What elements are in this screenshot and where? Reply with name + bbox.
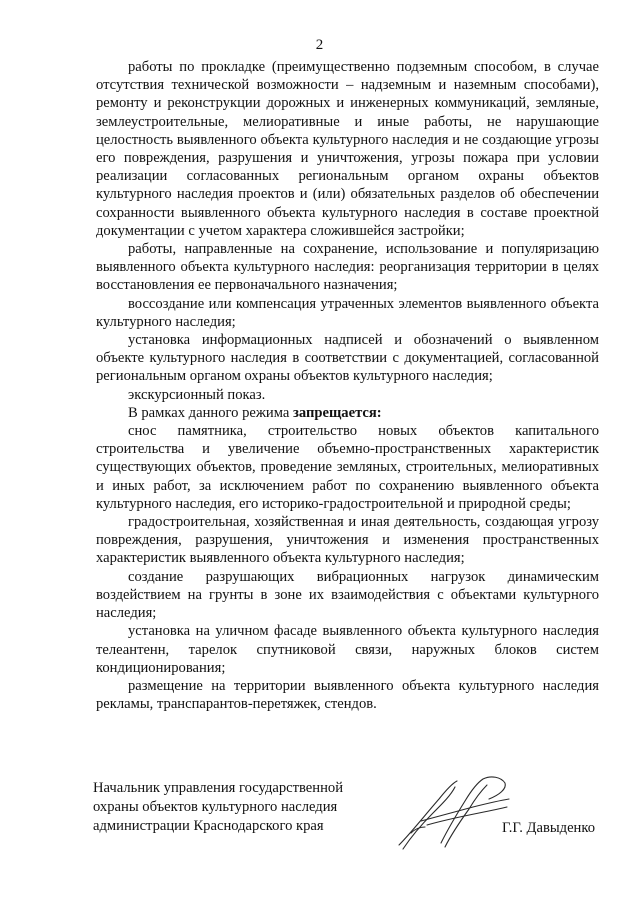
signatory-title-line-2: охраны объектов культурного наследия bbox=[93, 799, 338, 815]
signature-block bbox=[93, 779, 603, 859]
paragraph-prohibition-4: установка на уличном фасаде выявленного объекта культурного наследия телеантенн, тарелок спутниковой связи, наружных блоков систем кондиционирования; bbox=[96, 623, 599, 676]
paragraph-permitted-works-1: работы по прокладке (преимущественно подземным способом, в случае отсутствия технической возможности – надземным и наземным способами), ремонту и реконструкции дорожных и инженерных коммуникаций, земляные, землеустроительные, мелиоративные и иные работы, не нарушающие целостность выявленного объекта культурного наследия и не создающие угрозы его повреждения, разрушения и уничтожения, угрозы пожара при условии реализации согласованных региональным органом охраны объектов культурного наследия проектов и (или) обязательных разделов об обеспечении сохранности выявленного объекта культурного наследия в составе проектной документации с учетом характера сложившейся застройки; bbox=[96, 59, 599, 239]
paragraph-prohibition-3: создание разрушающих вибрационных нагрузок динамическим воздействием на грунты в зоне их взаимодействия с объектами культурного наследия; bbox=[96, 568, 599, 622]
paragraph-prohibition-5: размещение на территории выявленного объекта культурного наследия рекламы, транспарантов-перетяжек, стендов. bbox=[96, 677, 599, 713]
paragraph-prohibition-1: снос памятника, строительство новых объектов капитального строительства и увеличение объемно-пространственных характеристик существующих объектов, проведение земляных, строительных, мелиоративных и иных работ, за исключением работ по сохранению выявленного объекта культурного наследия, его историко-градостроительной и природной среды; bbox=[96, 423, 599, 512]
signatory-name: Г.Г. Давыденко bbox=[501, 820, 595, 836]
handwritten-signature-icon bbox=[381, 773, 521, 853]
paragraph-permitted-works-5: экскурсионный показ. bbox=[128, 386, 266, 403]
paragraph-permitted-works-3: воссоздание или компенсация утраченных элементов выявленного объекта культурного наследия; bbox=[96, 295, 599, 330]
paragraph-permitted-works-4: установка информационных надписей и обозначений о выявленном объекте культурного наследия в соответствии с документацией, согласованной региональным органом охраны объектов культурного наследия; bbox=[96, 332, 599, 385]
restriction-intro-prefix: В рамках данного режима bbox=[128, 404, 293, 421]
signatory-title-line-3: администрации Краснодарского края bbox=[93, 818, 324, 834]
restriction-intro-bold: запрещается: bbox=[293, 404, 382, 421]
signatory-title-line-1: Начальник управления государственной bbox=[93, 780, 344, 796]
signatory-title bbox=[93, 779, 343, 836]
paragraph-prohibition-2: градостроительная, хозяйственная и иная деятельность, создающая угрозу повреждения, разрушения, уничтожения и изменения пространственных характеристик выявленного объекта культурного наследия; bbox=[96, 514, 599, 567]
restriction-intro bbox=[96, 404, 599, 422]
page-number: 2 bbox=[315, 37, 324, 53]
paragraph-permitted-works-2: работы, направленные на сохранение, использование и популяризацию выявленного объекта культурного наследия: реорганизация территории в целях восстановления ее первоначального назначения; bbox=[96, 241, 599, 294]
document-body bbox=[96, 58, 599, 713]
